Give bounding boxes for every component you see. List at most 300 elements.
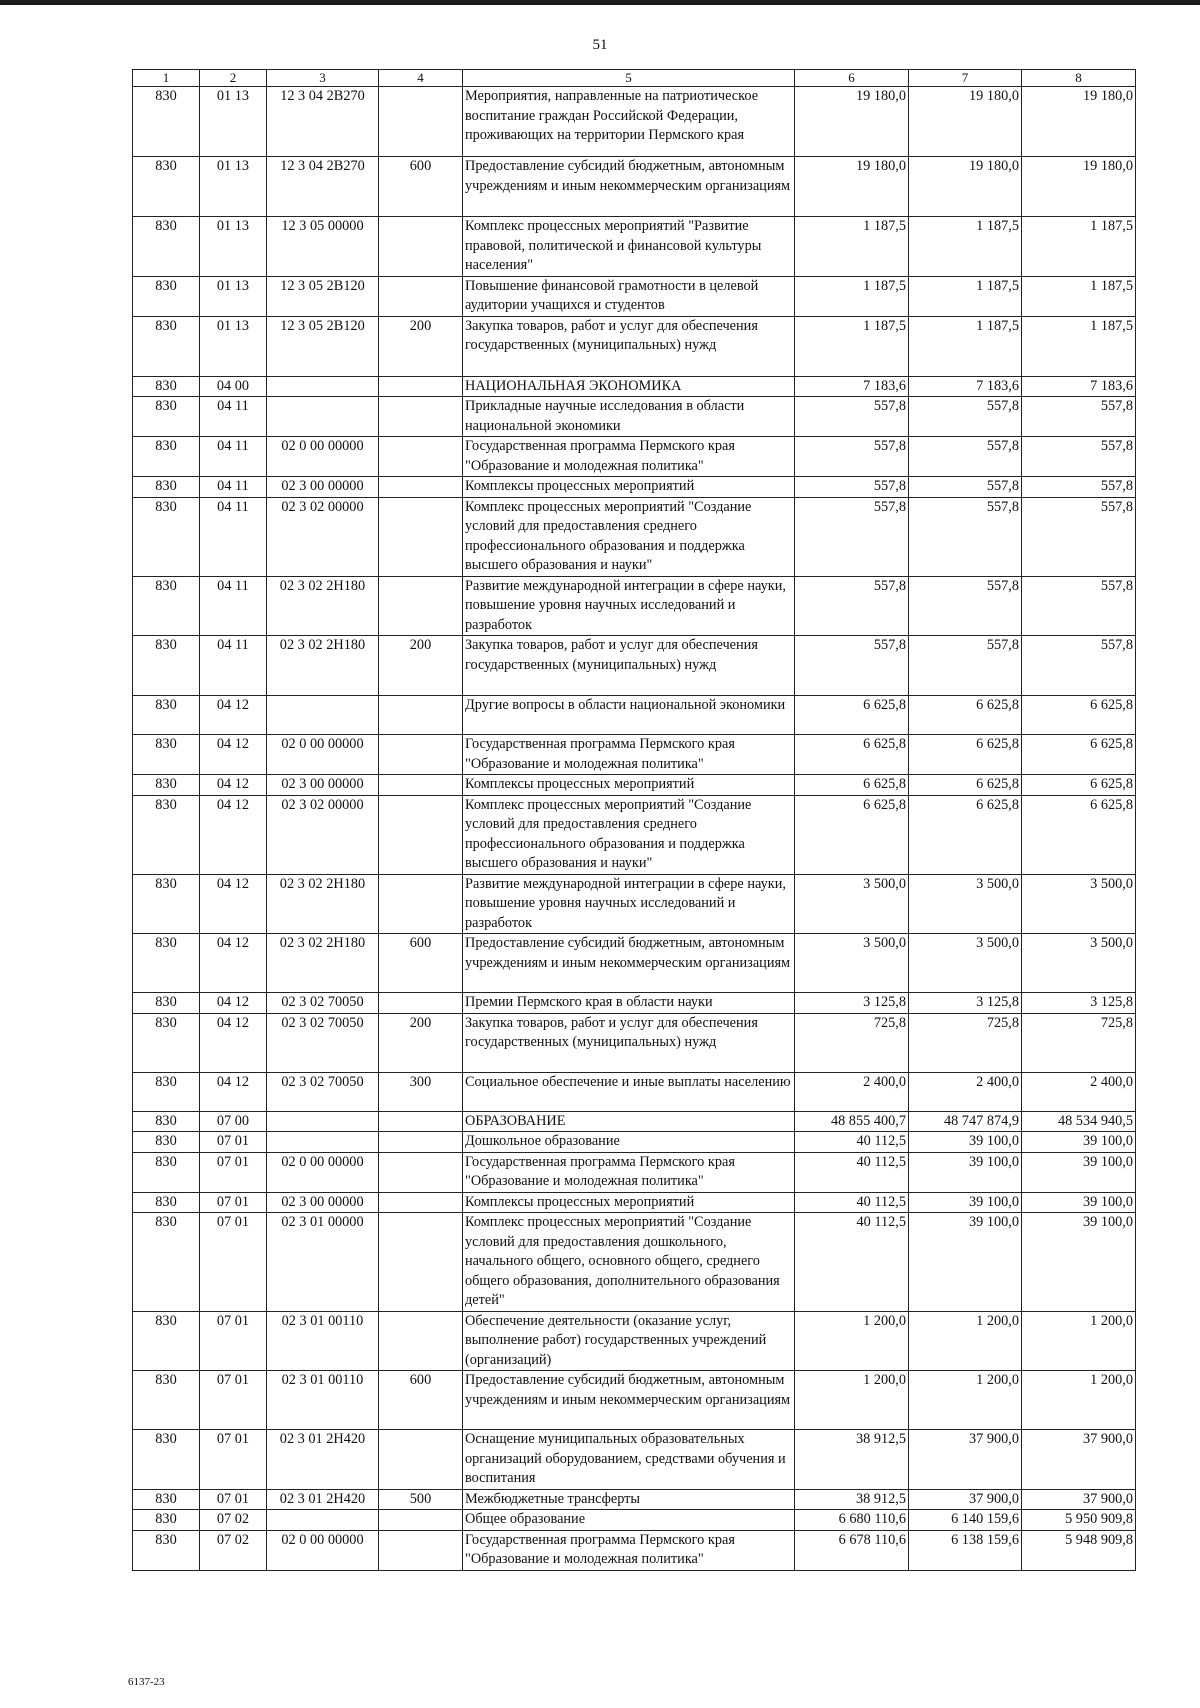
amount-year2-cell: 557,8 xyxy=(909,576,1022,636)
table-row xyxy=(133,477,1136,498)
section-code-cell: 01 13 xyxy=(200,316,267,376)
amount-year2-cell: 557,8 xyxy=(909,636,1022,696)
ministry-code-cell: 830 xyxy=(133,477,200,498)
section-code-cell: 04 11 xyxy=(200,477,267,498)
ministry-code-cell: 830 xyxy=(133,1192,200,1213)
target-article-cell: 02 0 00 00000 xyxy=(267,437,379,477)
amount-year1-cell: 40 112,5 xyxy=(795,1213,909,1312)
amount-year1-cell: 3 500,0 xyxy=(795,874,909,934)
target-article-cell: 02 0 00 00000 xyxy=(267,1530,379,1570)
item-name-cell: Государственная программа Пермского края "Образование и молодежная политика" xyxy=(463,1152,795,1192)
ministry-code-cell: 830 xyxy=(133,497,200,576)
target-article-cell: 02 0 00 00000 xyxy=(267,1152,379,1192)
amount-year3-cell: 557,8 xyxy=(1022,397,1136,437)
expense-type-cell xyxy=(379,437,463,477)
table-row xyxy=(133,397,1136,437)
amount-year1-cell: 557,8 xyxy=(795,576,909,636)
table-row xyxy=(133,1530,1136,1570)
item-name-cell: Комплексы процессных мероприятий xyxy=(463,775,795,796)
amount-year2-cell: 557,8 xyxy=(909,437,1022,477)
amount-year3-cell: 6 625,8 xyxy=(1022,696,1136,735)
expense-type-cell xyxy=(379,87,463,157)
item-name-cell: Комплексы процессных мероприятий xyxy=(463,1192,795,1213)
table-row xyxy=(133,1213,1136,1312)
amount-year1-cell: 40 112,5 xyxy=(795,1152,909,1192)
expense-type-cell xyxy=(379,775,463,796)
amount-year3-cell: 6 625,8 xyxy=(1022,795,1136,874)
section-code-cell: 04 12 xyxy=(200,775,267,796)
target-article-cell: 02 3 01 00110 xyxy=(267,1311,379,1371)
table-row xyxy=(133,1111,1136,1132)
target-article-cell: 02 3 02 2Н180 xyxy=(267,934,379,993)
ministry-code-cell: 830 xyxy=(133,696,200,735)
target-article-cell: 12 3 04 2В270 xyxy=(267,157,379,217)
amount-year3-cell: 1 200,0 xyxy=(1022,1311,1136,1371)
item-name-cell: Оснащение муниципальных образовательных организаций оборудованием, средствами обучения и воспитания xyxy=(463,1430,795,1490)
section-code-cell: 07 01 xyxy=(200,1371,267,1430)
target-article-cell: 02 3 02 70050 xyxy=(267,1013,379,1072)
item-name-cell: Социальное обеспечение и иные выплаты населению xyxy=(463,1072,795,1111)
amount-year1-cell: 7 183,6 xyxy=(795,376,909,397)
target-article-cell xyxy=(267,376,379,397)
table-row xyxy=(133,316,1136,376)
expense-type-cell: 600 xyxy=(379,934,463,993)
item-name-cell: Предоставление субсидий бюджетным, автономным учреждениям и иным некоммерческим организациям xyxy=(463,1371,795,1430)
expense-type-cell xyxy=(379,1213,463,1312)
target-article-cell: 02 3 01 2Н420 xyxy=(267,1430,379,1490)
ministry-code-cell: 830 xyxy=(133,376,200,397)
amount-year2-cell: 3 500,0 xyxy=(909,934,1022,993)
amount-year2-cell: 557,8 xyxy=(909,497,1022,576)
section-code-cell: 04 11 xyxy=(200,397,267,437)
amount-year1-cell: 1 187,5 xyxy=(795,276,909,316)
section-code-cell: 07 01 xyxy=(200,1132,267,1153)
section-code-cell: 07 01 xyxy=(200,1311,267,1371)
item-name-cell: Межбюджетные трансферты xyxy=(463,1489,795,1510)
amount-year1-cell: 557,8 xyxy=(795,477,909,498)
expense-type-cell xyxy=(379,795,463,874)
table-row xyxy=(133,993,1136,1014)
ministry-code-cell: 830 xyxy=(133,217,200,277)
amount-year1-cell: 6 680 110,6 xyxy=(795,1510,909,1531)
amount-year2-cell: 3 500,0 xyxy=(909,874,1022,934)
amount-year1-cell: 6 625,8 xyxy=(795,795,909,874)
item-name-cell: Комплекс процессных мероприятий "Создание условий для предоставления среднего профессионального образования и поддержка высшего образования и науки" xyxy=(463,795,795,874)
item-name-cell: Другие вопросы в области национальной экономики xyxy=(463,696,795,735)
item-name-cell: Комплекс процессных мероприятий "Развитие правовой, политической и финансовой культуры населения" xyxy=(463,217,795,277)
table-row xyxy=(133,636,1136,696)
table-row xyxy=(133,1430,1136,1490)
target-article-cell: 12 3 04 2В270 xyxy=(267,87,379,157)
amount-year1-cell: 3 125,8 xyxy=(795,993,909,1014)
item-name-cell: Общее образование xyxy=(463,1510,795,1531)
column-header: 7 xyxy=(909,70,1022,87)
item-name-cell: Премии Пермского края в области науки xyxy=(463,993,795,1014)
amount-year2-cell: 6 625,8 xyxy=(909,696,1022,735)
amount-year2-cell: 2 400,0 xyxy=(909,1072,1022,1111)
amount-year3-cell: 1 200,0 xyxy=(1022,1371,1136,1430)
ministry-code-cell: 830 xyxy=(133,397,200,437)
table-row xyxy=(133,1132,1136,1153)
target-article-cell xyxy=(267,696,379,735)
budget-table xyxy=(132,69,1136,1571)
amount-year2-cell: 557,8 xyxy=(909,397,1022,437)
target-article-cell: 02 3 02 00000 xyxy=(267,795,379,874)
amount-year1-cell: 557,8 xyxy=(795,636,909,696)
section-code-cell: 07 00 xyxy=(200,1111,267,1132)
item-name-cell: Развитие международной интеграции в сфере науки, повышение уровня научных исследований и разработок xyxy=(463,874,795,934)
ministry-code-cell: 830 xyxy=(133,735,200,775)
amount-year3-cell: 6 625,8 xyxy=(1022,775,1136,796)
table-body xyxy=(133,87,1136,1571)
amount-year2-cell: 1 187,5 xyxy=(909,316,1022,376)
amount-year1-cell: 6 625,8 xyxy=(795,775,909,796)
amount-year3-cell: 19 180,0 xyxy=(1022,87,1136,157)
item-name-cell: Комплекс процессных мероприятий "Создание условий для предоставления дошкольного, начального общего, основного общего, среднего общего образования, дополнительного образования детей" xyxy=(463,1213,795,1312)
amount-year1-cell: 19 180,0 xyxy=(795,157,909,217)
target-article-cell xyxy=(267,397,379,437)
item-name-cell: Комплексы процессных мероприятий xyxy=(463,477,795,498)
table-row xyxy=(133,276,1136,316)
item-name-cell: Государственная программа Пермского края "Образование и молодежная политика" xyxy=(463,1530,795,1570)
table-row xyxy=(133,376,1136,397)
amount-year1-cell: 725,8 xyxy=(795,1013,909,1072)
expense-type-cell xyxy=(379,1430,463,1490)
section-code-cell: 07 01 xyxy=(200,1152,267,1192)
expense-type-cell xyxy=(379,576,463,636)
target-article-cell: 02 3 02 70050 xyxy=(267,1072,379,1111)
top-border-line xyxy=(0,0,1200,5)
amount-year3-cell: 7 183,6 xyxy=(1022,376,1136,397)
amount-year1-cell: 1 200,0 xyxy=(795,1311,909,1371)
section-code-cell: 07 01 xyxy=(200,1489,267,1510)
section-code-cell: 07 01 xyxy=(200,1430,267,1490)
table-row xyxy=(133,497,1136,576)
amount-year1-cell: 557,8 xyxy=(795,497,909,576)
table-row xyxy=(133,775,1136,796)
target-article-cell xyxy=(267,1111,379,1132)
item-name-cell: ОБРАЗОВАНИЕ xyxy=(463,1111,795,1132)
page-number: 51 xyxy=(592,37,608,53)
section-code-cell: 01 13 xyxy=(200,157,267,217)
amount-year3-cell: 3 125,8 xyxy=(1022,993,1136,1014)
section-code-cell: 04 11 xyxy=(200,576,267,636)
amount-year3-cell: 1 187,5 xyxy=(1022,217,1136,277)
section-code-cell: 04 11 xyxy=(200,636,267,696)
table-row xyxy=(133,1013,1136,1072)
section-code-cell: 04 12 xyxy=(200,874,267,934)
target-article-cell: 12 3 05 2В120 xyxy=(267,316,379,376)
ministry-code-cell: 830 xyxy=(133,636,200,696)
expense-type-cell xyxy=(379,217,463,277)
amount-year2-cell: 39 100,0 xyxy=(909,1192,1022,1213)
section-code-cell: 01 13 xyxy=(200,276,267,316)
ministry-code-cell: 830 xyxy=(133,874,200,934)
target-article-cell: 02 0 00 00000 xyxy=(267,735,379,775)
item-name-cell: Повышение финансовой грамотности в целевой аудитории учащихся и студентов xyxy=(463,276,795,316)
ministry-code-cell: 830 xyxy=(133,1530,200,1570)
item-name-cell: НАЦИОНАЛЬНАЯ ЭКОНОМИКА xyxy=(463,376,795,397)
amount-year3-cell: 3 500,0 xyxy=(1022,934,1136,993)
amount-year2-cell: 6 625,8 xyxy=(909,795,1022,874)
amount-year1-cell: 38 912,5 xyxy=(795,1489,909,1510)
amount-year1-cell: 6 678 110,6 xyxy=(795,1530,909,1570)
ministry-code-cell: 830 xyxy=(133,437,200,477)
column-header: 1 xyxy=(133,70,200,87)
amount-year1-cell: 6 625,8 xyxy=(795,735,909,775)
amount-year3-cell: 5 948 909,8 xyxy=(1022,1530,1136,1570)
ministry-code-cell: 830 xyxy=(133,934,200,993)
amount-year3-cell: 37 900,0 xyxy=(1022,1489,1136,1510)
expense-type-cell xyxy=(379,497,463,576)
target-article-cell: 02 3 02 2Н180 xyxy=(267,874,379,934)
expense-type-cell xyxy=(379,1132,463,1153)
amount-year2-cell: 48 747 874,9 xyxy=(909,1111,1022,1132)
ministry-code-cell: 830 xyxy=(133,775,200,796)
section-code-cell: 01 13 xyxy=(200,217,267,277)
amount-year3-cell: 725,8 xyxy=(1022,1013,1136,1072)
section-code-cell: 04 12 xyxy=(200,795,267,874)
ministry-code-cell: 830 xyxy=(133,1489,200,1510)
amount-year1-cell: 3 500,0 xyxy=(795,934,909,993)
ministry-code-cell: 830 xyxy=(133,1111,200,1132)
amount-year1-cell: 19 180,0 xyxy=(795,87,909,157)
table-row xyxy=(133,874,1136,934)
item-name-cell: Прикладные научные исследования в области национальной экономики xyxy=(463,397,795,437)
target-article-cell: 02 3 00 00000 xyxy=(267,1192,379,1213)
expense-type-cell xyxy=(379,477,463,498)
ministry-code-cell: 830 xyxy=(133,316,200,376)
target-article-cell: 02 3 01 2Н420 xyxy=(267,1489,379,1510)
amount-year2-cell: 6 140 159,6 xyxy=(909,1510,1022,1531)
section-code-cell: 04 11 xyxy=(200,497,267,576)
expense-type-cell: 600 xyxy=(379,1371,463,1430)
amount-year3-cell: 557,8 xyxy=(1022,477,1136,498)
column-header: 8 xyxy=(1022,70,1136,87)
expense-type-cell xyxy=(379,1111,463,1132)
amount-year1-cell: 1 187,5 xyxy=(795,217,909,277)
expense-type-cell xyxy=(379,1311,463,1371)
amount-year2-cell: 6 138 159,6 xyxy=(909,1530,1022,1570)
amount-year2-cell: 39 100,0 xyxy=(909,1132,1022,1153)
ministry-code-cell: 830 xyxy=(133,1371,200,1430)
section-code-cell: 07 01 xyxy=(200,1192,267,1213)
expense-type-cell: 600 xyxy=(379,157,463,217)
ministry-code-cell: 830 xyxy=(133,276,200,316)
amount-year3-cell: 6 625,8 xyxy=(1022,735,1136,775)
expense-type-cell: 500 xyxy=(379,1489,463,1510)
footer-document-code: 6137-23 xyxy=(128,1676,165,1688)
amount-year2-cell: 6 625,8 xyxy=(909,775,1022,796)
amount-year3-cell: 557,8 xyxy=(1022,497,1136,576)
amount-year2-cell: 19 180,0 xyxy=(909,157,1022,217)
target-article-cell: 02 3 00 00000 xyxy=(267,775,379,796)
ministry-code-cell: 830 xyxy=(133,87,200,157)
table-row xyxy=(133,696,1136,735)
section-code-cell: 01 13 xyxy=(200,87,267,157)
amount-year3-cell: 39 100,0 xyxy=(1022,1213,1136,1312)
target-article-cell: 02 3 02 70050 xyxy=(267,993,379,1014)
item-name-cell: Обеспечение деятельности (оказание услуг, выполнение работ) государственных учреждений (организаций) xyxy=(463,1311,795,1371)
expense-type-cell: 200 xyxy=(379,1013,463,1072)
amount-year2-cell: 557,8 xyxy=(909,477,1022,498)
amount-year1-cell: 40 112,5 xyxy=(795,1132,909,1153)
expense-type-cell xyxy=(379,993,463,1014)
ministry-code-cell: 830 xyxy=(133,576,200,636)
amount-year3-cell: 1 187,5 xyxy=(1022,276,1136,316)
column-number-header-row xyxy=(133,70,1136,87)
amount-year3-cell: 557,8 xyxy=(1022,437,1136,477)
amount-year3-cell: 37 900,0 xyxy=(1022,1430,1136,1490)
table-row xyxy=(133,157,1136,217)
expense-type-cell: 200 xyxy=(379,316,463,376)
amount-year1-cell: 1 200,0 xyxy=(795,1371,909,1430)
amount-year3-cell: 557,8 xyxy=(1022,576,1136,636)
ministry-code-cell: 830 xyxy=(133,1510,200,1531)
target-article-cell: 12 3 05 00000 xyxy=(267,217,379,277)
item-name-cell: Закупка товаров, работ и услуг для обеспечения государственных (муниципальных) нужд xyxy=(463,636,795,696)
section-code-cell: 04 12 xyxy=(200,1013,267,1072)
expense-type-cell xyxy=(379,1530,463,1570)
item-name-cell: Мероприятия, направленные на патриотическое воспитание граждан Российской Федерации, проживающих на территории Пермского края xyxy=(463,87,795,157)
amount-year2-cell: 7 183,6 xyxy=(909,376,1022,397)
column-header: 6 xyxy=(795,70,909,87)
table-row xyxy=(133,735,1136,775)
amount-year2-cell: 39 100,0 xyxy=(909,1152,1022,1192)
section-code-cell: 07 02 xyxy=(200,1530,267,1570)
amount-year1-cell: 557,8 xyxy=(795,437,909,477)
expense-type-cell xyxy=(379,735,463,775)
target-article-cell: 02 3 01 00000 xyxy=(267,1213,379,1312)
column-header: 2 xyxy=(200,70,267,87)
item-name-cell: Развитие международной интеграции в сфере науки, повышение уровня научных исследований и разработок xyxy=(463,576,795,636)
amount-year2-cell: 725,8 xyxy=(909,1013,1022,1072)
amount-year1-cell: 2 400,0 xyxy=(795,1072,909,1111)
item-name-cell: Закупка товаров, работ и услуг для обеспечения государственных (муниципальных) нужд xyxy=(463,316,795,376)
item-name-cell: Комплекс процессных мероприятий "Создание условий для предоставления среднего профессионального образования и поддержка высшего образования и науки" xyxy=(463,497,795,576)
column-header: 5 xyxy=(463,70,795,87)
expense-type-cell: 200 xyxy=(379,636,463,696)
amount-year1-cell: 1 187,5 xyxy=(795,316,909,376)
amount-year3-cell: 557,8 xyxy=(1022,636,1136,696)
table-row xyxy=(133,437,1136,477)
item-name-cell: Закупка товаров, работ и услуг для обеспечения государственных (муниципальных) нужд xyxy=(463,1013,795,1072)
table-row xyxy=(133,1510,1136,1531)
column-header: 3 xyxy=(267,70,379,87)
amount-year2-cell: 1 187,5 xyxy=(909,217,1022,277)
amount-year2-cell: 37 900,0 xyxy=(909,1489,1022,1510)
section-code-cell: 04 00 xyxy=(200,376,267,397)
target-article-cell: 02 3 01 00110 xyxy=(267,1371,379,1430)
amount-year2-cell: 37 900,0 xyxy=(909,1430,1022,1490)
expense-type-cell xyxy=(379,1152,463,1192)
amount-year1-cell: 48 855 400,7 xyxy=(795,1111,909,1132)
ministry-code-cell: 830 xyxy=(133,993,200,1014)
table-row xyxy=(133,1072,1136,1111)
section-code-cell: 04 12 xyxy=(200,993,267,1014)
amount-year2-cell: 19 180,0 xyxy=(909,87,1022,157)
table-row xyxy=(133,1192,1136,1213)
amount-year1-cell: 38 912,5 xyxy=(795,1430,909,1490)
expense-type-cell xyxy=(379,1510,463,1531)
ministry-code-cell: 830 xyxy=(133,1430,200,1490)
table-row xyxy=(133,576,1136,636)
target-article-cell: 12 3 05 2В120 xyxy=(267,276,379,316)
amount-year3-cell: 48 534 940,5 xyxy=(1022,1111,1136,1132)
amount-year2-cell: 39 100,0 xyxy=(909,1213,1022,1312)
expense-type-cell xyxy=(379,276,463,316)
amount-year2-cell: 1 200,0 xyxy=(909,1311,1022,1371)
table-row xyxy=(133,1152,1136,1192)
amount-year1-cell: 6 625,8 xyxy=(795,696,909,735)
amount-year3-cell: 5 950 909,8 xyxy=(1022,1510,1136,1531)
amount-year2-cell: 3 125,8 xyxy=(909,993,1022,1014)
target-article-cell xyxy=(267,1132,379,1153)
amount-year3-cell: 39 100,0 xyxy=(1022,1132,1136,1153)
ministry-code-cell: 830 xyxy=(133,1132,200,1153)
amount-year3-cell: 1 187,5 xyxy=(1022,316,1136,376)
ministry-code-cell: 830 xyxy=(133,1072,200,1111)
amount-year3-cell: 39 100,0 xyxy=(1022,1152,1136,1192)
item-name-cell: Государственная программа Пермского края "Образование и молодежная политика" xyxy=(463,735,795,775)
ministry-code-cell: 830 xyxy=(133,1311,200,1371)
section-code-cell: 04 12 xyxy=(200,735,267,775)
expense-type-cell xyxy=(379,696,463,735)
item-name-cell: Дошкольное образование xyxy=(463,1132,795,1153)
ministry-code-cell: 830 xyxy=(133,1152,200,1192)
expense-type-cell: 300 xyxy=(379,1072,463,1111)
table-row xyxy=(133,1489,1136,1510)
target-article-cell: 02 3 00 00000 xyxy=(267,477,379,498)
expense-type-cell xyxy=(379,1192,463,1213)
item-name-cell: Предоставление субсидий бюджетным, автономным учреждениям и иным некоммерческим организациям xyxy=(463,934,795,993)
amount-year3-cell: 39 100,0 xyxy=(1022,1192,1136,1213)
section-code-cell: 04 12 xyxy=(200,696,267,735)
amount-year2-cell: 1 187,5 xyxy=(909,276,1022,316)
expense-type-cell xyxy=(379,376,463,397)
section-code-cell: 04 12 xyxy=(200,1072,267,1111)
amount-year1-cell: 40 112,5 xyxy=(795,1192,909,1213)
column-header: 4 xyxy=(379,70,463,87)
section-code-cell: 04 12 xyxy=(200,934,267,993)
ministry-code-cell: 830 xyxy=(133,1013,200,1072)
expense-type-cell xyxy=(379,874,463,934)
amount-year3-cell: 2 400,0 xyxy=(1022,1072,1136,1111)
table-row xyxy=(133,1371,1136,1430)
table-row xyxy=(133,217,1136,277)
section-code-cell: 04 11 xyxy=(200,437,267,477)
target-article-cell: 02 3 02 2Н180 xyxy=(267,576,379,636)
expense-type-cell xyxy=(379,397,463,437)
target-article-cell xyxy=(267,1510,379,1531)
table-row xyxy=(133,1311,1136,1371)
amount-year1-cell: 557,8 xyxy=(795,397,909,437)
ministry-code-cell: 830 xyxy=(133,795,200,874)
target-article-cell: 02 3 02 00000 xyxy=(267,497,379,576)
table-row xyxy=(133,87,1136,157)
amount-year2-cell: 1 200,0 xyxy=(909,1371,1022,1430)
ministry-code-cell: 830 xyxy=(133,157,200,217)
section-code-cell: 07 02 xyxy=(200,1510,267,1531)
amount-year3-cell: 3 500,0 xyxy=(1022,874,1136,934)
ministry-code-cell: 830 xyxy=(133,1213,200,1312)
table-row xyxy=(133,795,1136,874)
amount-year3-cell: 19 180,0 xyxy=(1022,157,1136,217)
table-row xyxy=(133,934,1136,993)
section-code-cell: 07 01 xyxy=(200,1213,267,1312)
item-name-cell: Предоставление субсидий бюджетным, автономным учреждениям и иным некоммерческим организациям xyxy=(463,157,795,217)
amount-year2-cell: 6 625,8 xyxy=(909,735,1022,775)
